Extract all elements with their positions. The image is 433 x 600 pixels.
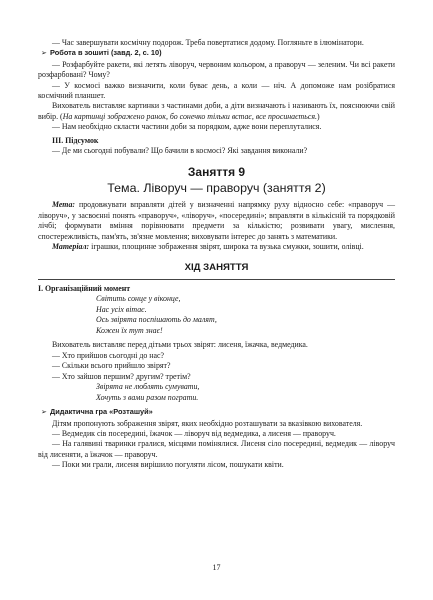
intro-p4-start: Вихователь виставляє картинки з частинами доби, а діти визначають і називають їх, пояснюючи свій вибір. (: [38, 101, 395, 121]
question-1: — Хто прийшов сьогодні до нас?: [52, 350, 165, 360]
intro-paragraph-3: — У космосі важко визначити, коли буває день, а коли — ніч. А допоможе нам розібратися космічний планшет.: [38, 80, 395, 101]
exercise-heading: [41, 48, 395, 59]
game-paragraph-1: Дітям пропонують зображення звірят, яких необхідно розташувати за вказівкою вихователя.: [52, 418, 363, 428]
triangle-bullet-icon: ➢: [41, 409, 47, 417]
triangle-bullet-icon: ➢: [41, 50, 47, 58]
section-divider: [38, 279, 395, 280]
game-paragraph-2: — Ведмедик сів посередині, їжачок — ліворуч від ведмедика, а лисеня — праворуч.: [52, 428, 336, 438]
question-2: — Скільки всього прийшло звірят?: [52, 361, 171, 371]
poem-1-line: Ось звірята поспішають до малят,: [96, 315, 217, 325]
poem-2: [96, 382, 395, 403]
game-heading-text: Дидактична гра «Розташуй»: [50, 407, 153, 417]
intro-paragraph-4: [38, 101, 395, 122]
game-heading: [41, 407, 395, 418]
intro-p4-italic: На картинці зображено ранок, бо сонечко тільки встає, все просинається.: [62, 111, 317, 121]
org-heading: I. Організаційний момент: [38, 283, 131, 293]
summary-heading: III. Підсумок: [52, 135, 99, 145]
poem-1-line: Світить сонце у віконце,: [96, 293, 181, 303]
poem-1: [96, 294, 395, 336]
intro-paragraph-1: — Час завершувати космічну подорож. Треба повертатися додому. Погляньте в ілюмінатори.: [52, 38, 364, 47]
material-label: Матеріал:: [52, 242, 90, 252]
poem-2-line: Хочуть з вами разом пограти.: [96, 392, 199, 402]
exercise-heading-text: Робота в зошиті (завд. 2, с. 10): [50, 48, 162, 58]
goal-text: продовжувати вправляти дітей у визначенні напрямку руху відносно себе: «праворуч — ліворуч», у засвоєнні понять «праворуч», «ліворуч», «посередині»; вправляти в кількісній та порядковій лічбі; формувати вміння порівнювати предмети за кількістю; розвивати увагу, мислення, спостережливість, пам'ять, зв'язне мовлення; виховувати інтерес до занять з математики.: [38, 200, 395, 241]
poem-1-line: Нас усіх вітає.: [96, 304, 147, 314]
intro-paragraph-2: — Розфарбуйте ракети, які летять ліворуч, червоним кольором, а праворуч — зеленим. Чи всі ракети розфарбовані? Чому?: [38, 59, 395, 80]
game-paragraph-3: — На галявині тваринки гралися, місцями помінялися. Лисеня сіло посередині, ведмедик — ліворуч від лисеняти, а їжачок — праворуч.: [38, 439, 395, 459]
game-paragraph-4: — Поки ми грали, лисеня вирішило погуляти лісом, пошукати квіти.: [52, 460, 284, 470]
lesson-topic: Тема. Ліворуч — праворуч (заняття 2): [107, 181, 326, 196]
intro-p4-end: ): [317, 111, 320, 121]
poem-2-line: Звірята не люблять сумувати,: [96, 381, 200, 391]
material-text: іграшки, площинне зображення звірят, широка та вузька смужки, зошити, олівці.: [89, 242, 364, 252]
lesson-goal: [38, 200, 395, 242]
lesson-material: [38, 242, 395, 252]
summary-text: — Де ми сьогодні побували? Що бачили в космосі? Які завдання виконали?: [52, 146, 308, 156]
course-heading: ХІД ЗАНЯТТЯ: [184, 261, 249, 273]
lesson-number: Заняття 9: [187, 165, 246, 180]
question-3: — Хто зайшов першим? другим? третім?: [52, 371, 191, 381]
course-paragraph-1: Вихователь виставляє перед дітьми трьох звірят: лисеня, їжачка, ведмедика.: [52, 340, 308, 350]
goal-label: Мета:: [52, 200, 76, 210]
page-number: 17: [212, 563, 221, 572]
intro-paragraph-5: — Нам необхідно скласти частини доби за порядком, адже вони переплуталися.: [52, 122, 322, 132]
poem-1-line: Кожен їх тут знає!: [96, 325, 163, 335]
